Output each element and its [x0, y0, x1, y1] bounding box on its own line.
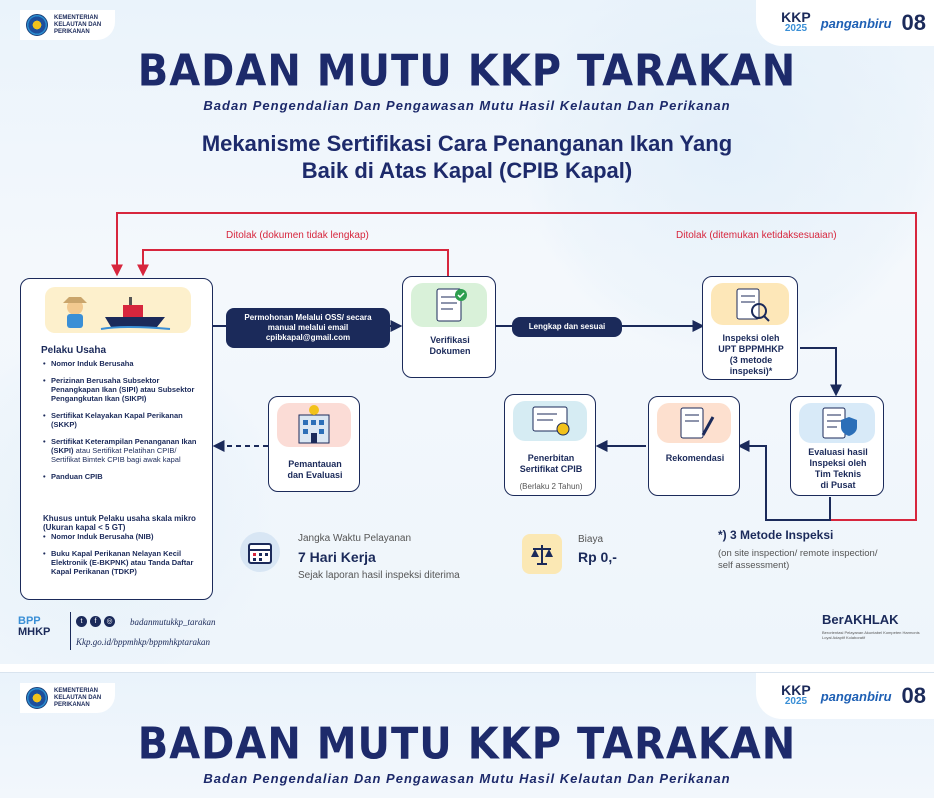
instagram-icon[interactable]: ◎: [104, 616, 115, 627]
bppmhkp-logo: BPP MHKP: [18, 615, 51, 638]
ministry-logo: [20, 683, 115, 713]
permohonan-pill: [226, 308, 390, 348]
pemantauan-label: Pemantauan dan Evaluasi: [287, 459, 343, 480]
kkp-emblem-icon: [26, 687, 48, 709]
ministry-name: [54, 688, 101, 709]
kkp-2025-logo: KKP 2025: [781, 682, 811, 707]
partner-logos: [756, 673, 934, 719]
arrow-to-evaluasi: [800, 348, 836, 394]
permohonan-line: Permohonan Melalui OSS/ secara: [244, 313, 372, 322]
berakhlak-logo: BerAKHLAK: [822, 612, 899, 627]
asta-cita-08-logo: 08: [901, 10, 926, 35]
lengkap-pill: Lengkap dan sesuai: [512, 317, 622, 337]
list-item: • Nomor Induk Berusaha (NIB): [43, 532, 154, 541]
evaluasi-box: [790, 396, 884, 496]
penerbitan-note: (Berlaku 2 Tahun): [519, 482, 583, 491]
evaluation-shield-icon: [799, 403, 875, 443]
page-title: BADAN MUTU KKP TARAKAN: [137, 718, 797, 770]
facebook-icon[interactable]: f: [90, 616, 101, 627]
permohonan-line: cpibkapal@gmail.com: [265, 333, 351, 342]
ministry-line: KELAUTAN DAN: [54, 21, 102, 28]
social-icons: [76, 616, 115, 627]
metode-note-line: (on site inspection/ remote inspection/: [718, 548, 878, 559]
evaluasi-label: Evaluasi hasil Inspeksi oleh Tim Teknis di Pusat: [808, 447, 868, 490]
pemantauan-box: [268, 396, 360, 492]
calendar-icon: [240, 532, 280, 572]
list-item: • Perizinan Berusaha Subsektor Penangkapan Ikan (SIPI) atau Subsektor Pengangkutan Ikan (SIKPI): [43, 376, 205, 403]
list-item: • Panduan CPIB: [43, 472, 205, 481]
certificate-icon: [513, 401, 587, 441]
ministry-line: KEMENTERIAN: [54, 687, 99, 694]
document-check-icon: [411, 283, 487, 327]
berakhlak-tagline: Berorientasi Pelayanan Akuntabel Kompeten Harmonis Loyal Adaptif Kolaboratif: [822, 630, 920, 640]
panganbiru-logo: panganbiru: [820, 15, 892, 31]
rekomendasi-label: Rekomendasi: [665, 453, 725, 463]
mechanism-title-line: Mekanisme Sertifikasi Cara Penanganan Ikan Yang: [201, 131, 733, 156]
page-subtitle: Badan Pengendalian Dan Pengawasan Mutu Hasil Kelautan Dan Perikanan: [203, 98, 731, 113]
verifikasi-box: [402, 276, 496, 378]
building-icon: [277, 403, 351, 447]
ministry-line: PERIKANAN: [54, 701, 90, 708]
inspection-document-icon: [711, 283, 789, 325]
pelaku-usaha-box: [20, 278, 213, 600]
mechanism-title-line: Baik di Atas Kapal (CPIB Kapal): [301, 158, 633, 183]
scale-icon: [522, 534, 562, 574]
ministry-line: PERIKANAN: [54, 28, 90, 35]
ministry-line: KEMENTERIAN: [54, 14, 99, 21]
social-handle[interactable]: badanmutukkp_tarakan: [130, 617, 216, 627]
penerbitan-label: Penerbitan Sertifikat CPIB (Berlaku 2 Tahun): [505, 453, 597, 492]
rekomendasi-box: [648, 396, 740, 496]
khusus-title: Khusus untuk Pelaku usaha skala mikro (Ukuran kapal < 5 GT): [43, 514, 196, 532]
khusus-section: [43, 514, 205, 576]
verifikasi-label: Verifikasi Dokumen: [429, 335, 471, 356]
fisherman-boat-icon: [45, 287, 191, 333]
kkp-2025-logo: KKP 2025: [781, 9, 811, 34]
reject-left-line: [143, 250, 448, 278]
inspeksi-label: Inspeksi oleh UPT BPPMHKP (3 metode inspeksi)*: [718, 333, 784, 376]
list-item: • Nomor Induk Berusaha: [43, 359, 205, 368]
reject-left-label: Ditolak (dokumen tidak lengkap): [226, 230, 369, 241]
waktu-label: Jangka Waktu Pelayanan: [298, 533, 412, 544]
permohonan-line: manual melalui email: [267, 323, 349, 332]
list-item: • Buku Kapal Perikanan Nelayan Kecil Elektronik (E-BKPNK) atau Tanda Daftar Kapal Perikanan (TDKP): [43, 549, 194, 576]
pelaku-title: Pelaku Usaha: [41, 345, 107, 356]
twitter-icon[interactable]: t: [76, 616, 87, 627]
footer-divider: [70, 612, 71, 650]
list-item: • Sertifikat Kelayakan Kapal Perikanan (SKKP): [43, 411, 205, 429]
biaya-value: Rp 0,-: [578, 549, 617, 565]
asta-cita-08-logo: 08: [901, 683, 926, 708]
website-url[interactable]: Kkp.go.id/bppmhkp/bppmhkptarakan: [76, 637, 210, 647]
waktu-note: Sejak laporan hasil inspeksi diterima: [298, 570, 460, 581]
reject-right-label: Ditolak (ditemukan ketidaksesuaian): [676, 230, 837, 241]
biaya-label: Biaya: [578, 534, 604, 545]
panganbiru-logo: panganbiru: [820, 688, 892, 704]
inspeksi-box: [702, 276, 798, 380]
metode-note-line: self assessment): [718, 560, 790, 571]
recommendation-pen-icon: [657, 403, 731, 443]
pelaku-requirements: [43, 359, 205, 489]
ministry-line: KELAUTAN DAN: [54, 694, 102, 701]
metode-title: *) 3 Metode Inspeksi: [718, 528, 834, 542]
page-subtitle: Badan Pengendalian Dan Pengawasan Mutu Hasil Kelautan Dan Perikanan: [203, 771, 731, 786]
page-title: BADAN MUTU KKP TARAKAN: [137, 45, 797, 97]
list-item: • Sertifikat Keterampilan Penanganan Ikan (SKPI) atau Sertifikat Pelatihan CPIB/ Sertifikat Bimtek CPIB bagi awak kapal: [43, 437, 205, 464]
poster-repeat: [0, 672, 934, 798]
waktu-value: 7 Hari Kerja: [298, 549, 376, 565]
penerbitan-box: [504, 394, 596, 496]
